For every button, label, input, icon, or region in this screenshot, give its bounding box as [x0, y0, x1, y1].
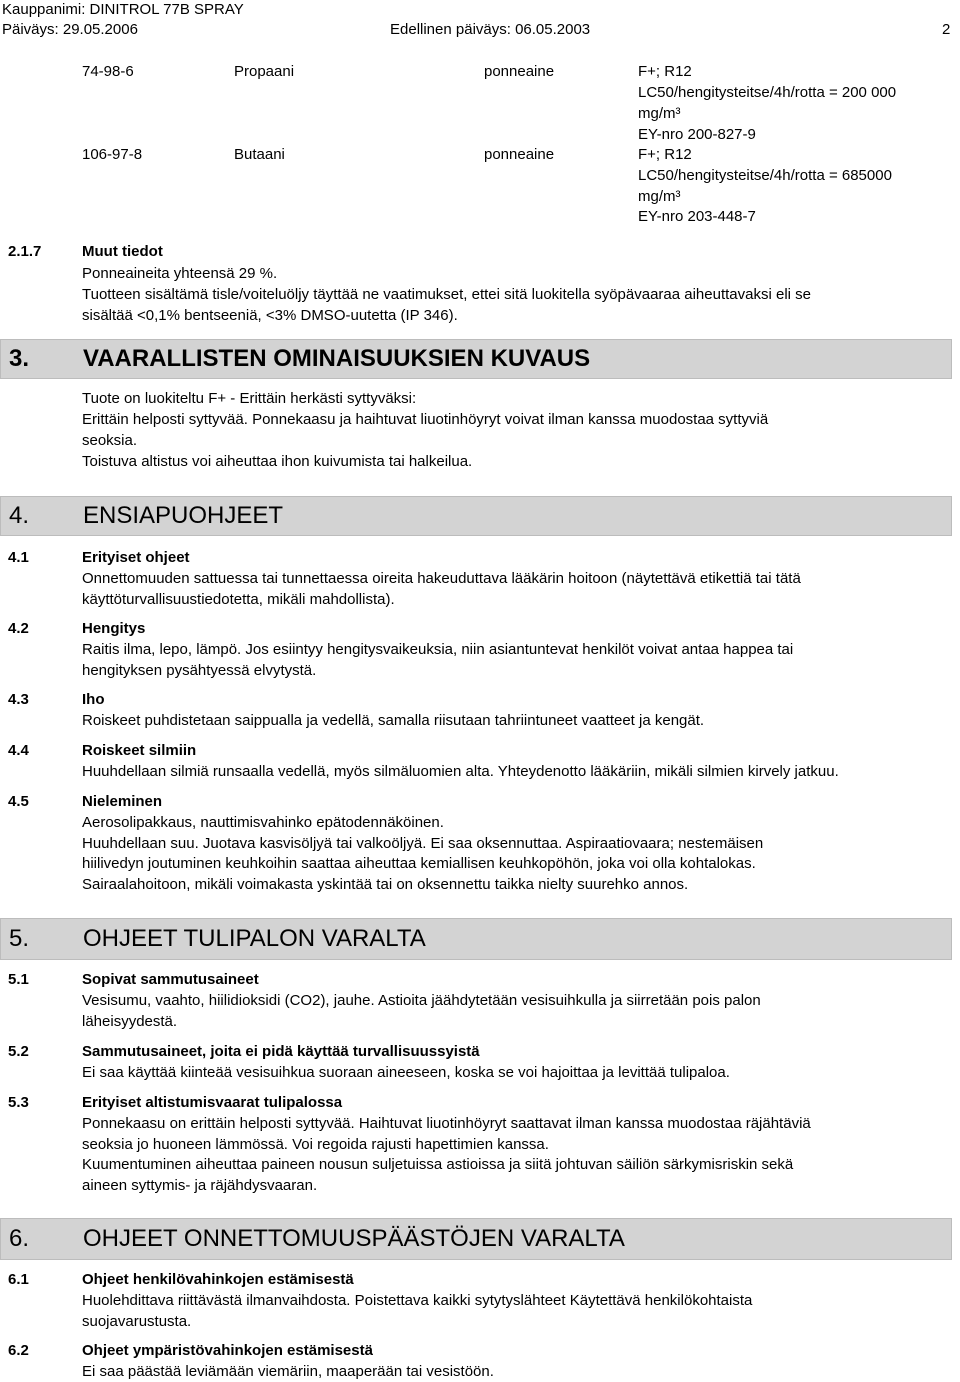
section-number: 4. [9, 502, 30, 529]
subsection-title: Ohjeet henkilövahinkojen estämisestä [82, 1271, 354, 1288]
section-number: 6. [9, 1225, 30, 1252]
subsection-text: läheisyydestä. [82, 1013, 178, 1030]
subsection-title: Muut tiedot [82, 243, 163, 260]
subsection-text: Huuhdellaan silmiä runsaalla vedellä, myös silmäluomien alta. Yhteydenotto lääkäriin, mikäli silmien kirvely jatkuu. [82, 763, 839, 780]
subsection-text: Huuhdellaan suu. Juotava kasvisöljyä tai valkoöljyä. Ei saa oksennuttaa. Aspiraatiovaara; nestemäisen [82, 835, 764, 852]
previous-date: Edellinen päiväys: 06.05.2003 [390, 21, 591, 38]
subsection-text: Vesisumu, vaahto, hiilidioksidi (CO2), jauhe. Astioita jäähdytetään vesisuihkulla ja siirretään pois palon [82, 992, 761, 1009]
subsection-text: Kuumentuminen aiheuttaa paineen nousun suljetuissa astioissa ja siitä johtuvan säiliön särkymisriskin sekä [82, 1156, 794, 1173]
date: Päiväys: 29.05.2006 [2, 21, 138, 38]
ec-number: EY-nro 203-448-7 [638, 208, 756, 225]
subsection-number: 4.1 [8, 549, 29, 566]
subsection-number: 5.3 [8, 1094, 29, 1111]
lc50: LC50/hengitysteitse/4h/rotta = 200 000 [638, 84, 897, 101]
section-title: ENSIAPUOHJEET [83, 502, 284, 529]
subsection-text: käyttöturvallisuustiedotetta, mikäli mahdollista). [82, 591, 395, 608]
subsection-text: Ponneaineita yhteensä 29 %. [82, 265, 278, 282]
subsection-text: Raitis ilma, lepo, lämpö. Jos esiintyy hengitysvaikeuksia, niin asiantuntevat henkilöt voivat antaa happea tai [82, 641, 794, 658]
section-header-6 [0, 1218, 952, 1260]
section-header-3 [0, 339, 952, 379]
subsection-title: Iho [82, 691, 105, 708]
section-header-5 [0, 918, 952, 960]
subsection-title: Erityiset ohjeet [82, 549, 190, 566]
section-title: OHJEET ONNETTOMUUSPÄÄSTÖJEN VARALTA [83, 1225, 625, 1252]
subsection-text: Sairaalahoitoon, mikäli voimakasta yskintää tai on oksennettu taikka nielty suurehko annos. [82, 876, 689, 893]
subsection-number: 6.1 [8, 1271, 29, 1288]
subsection-text: hengityksen pysähtyessä elvytystä. [82, 662, 317, 679]
section-header-4 [0, 496, 952, 536]
section-number: 3. [9, 345, 30, 372]
lc50-unit: mg/m³ [638, 105, 681, 122]
section-title: OHJEET TULIPALON VARALTA [83, 925, 426, 952]
section-title: VAARALLISTEN OMINAISUUKSIEN KUVAUS [83, 345, 591, 372]
ingredient-name: Butaani [234, 146, 285, 163]
ingredient-role: ponneaine [484, 146, 555, 163]
page-number: 2 [942, 21, 951, 38]
subsection-title: Hengitys [82, 620, 146, 637]
subsection-title: Ohjeet ympäristövahinkojen estämisestä [82, 1342, 373, 1359]
subsection-text: suojavarustusta. [82, 1313, 192, 1330]
subsection-text: seoksia jo huoneen lämmössä. Voi regoida rajusti hapettimien kanssa. [82, 1136, 549, 1153]
subsection-number: 2.1.7 [8, 243, 42, 260]
subsection-title: Sammutusaineet, joita ei pidä käyttää turvallisuussyistä [82, 1043, 480, 1060]
section-text: Toistuva altistus voi aiheuttaa ihon kuivumista tai halkeilua. [82, 453, 473, 470]
subsection-number: 4.4 [8, 742, 29, 759]
section-number: 5. [9, 925, 30, 952]
lc50: LC50/hengitysteitse/4h/rotta = 685000 [638, 167, 892, 184]
cas-number: 74-98-6 [82, 63, 134, 80]
subsection-number: 5.1 [8, 971, 29, 988]
subsection-text: Ei saa käyttää kiinteää vesisuihkua suoraan aineeseen, koska se voi hajoittaa ja levittää tulipaloa. [82, 1064, 730, 1081]
subsection-text: Ei saa päästää leviämään viemäriin, maaperään tai vesistöön. [82, 1363, 494, 1380]
subsection-text: Onnettomuuden sattuessa tai tunnettaessa oireita hakeuduttava lääkärin hoitoon (näytettävä etikettiä tai tätä [82, 570, 801, 587]
subsection-title: Nieleminen [82, 793, 163, 810]
subsection-text: Ponnekaasu on erittäin helposti syttyvää. Haihtuvat liuotinhöyryt saattavat ilman kanssa muodostaa räjähtäviä [82, 1115, 811, 1132]
subsection-title: Erityiset altistumisvaarat tulipalossa [82, 1094, 343, 1111]
subsection-text: hiilivedyn joutuminen keuhkoihin saattaa aiheuttaa kemiallisen keuhkopöhön, joka voi olla kohtalokas. [82, 855, 756, 872]
subsection-text: Tuotteen sisältämä tisle/voiteluöljy täyttää ne vaatimukset, ettei sitä luokitella syöpävaaraa aiheuttavaksi eli se [82, 286, 811, 303]
product-name: Kauppanimi: DINITROL 77B SPRAY [2, 1, 244, 18]
subsection-number: 5.2 [8, 1043, 29, 1060]
lc50-unit: mg/m³ [638, 188, 681, 205]
classification: F+; R12 [638, 63, 692, 80]
section-text: Erittäin helposti syttyvää. Ponnekaasu ja haihtuvat liuotinhöyryt voivat ilman kanssa muodostaa syttyviä [82, 411, 769, 428]
subsection-text: Aerosolipakkaus, nauttimisvahinko epätodennäköinen. [82, 814, 444, 831]
subsection-text: sisältää <0,1% bentseeniä, <3% DMSO-uutetta (IP 346). [82, 307, 458, 324]
ingredient-name: Propaani [234, 63, 295, 80]
subsection-text: Roiskeet puhdistetaan saippualla ja vedellä, samalla riisutaan tahriintuneet vaatteet ja kengät. [82, 712, 705, 729]
subsection-text: Huolehdittava riittävästä ilmanvaihdosta. Poistettava kaikki sytytyslähteet Käytettävä henkilökohtaista [82, 1292, 753, 1309]
section-text: seoksia. [82, 432, 138, 449]
subsection-title: Sopivat sammutusaineet [82, 971, 259, 988]
subsection-title: Roiskeet silmiin [82, 742, 197, 759]
ingredient-role: ponneaine [484, 63, 555, 80]
subsection-number: 6.2 [8, 1342, 29, 1359]
section-text: Tuote on luokiteltu F+ - Erittäin herkästi syttyväksi: [82, 390, 417, 407]
subsection-number: 4.2 [8, 620, 29, 637]
subsection-text: aineen syttymis- ja räjähdysvaaran. [82, 1177, 318, 1194]
cas-number: 106-97-8 [82, 146, 143, 163]
ec-number: EY-nro 200-827-9 [638, 126, 756, 143]
subsection-number: 4.5 [8, 793, 29, 810]
subsection-number: 4.3 [8, 691, 29, 708]
classification: F+; R12 [638, 146, 692, 163]
